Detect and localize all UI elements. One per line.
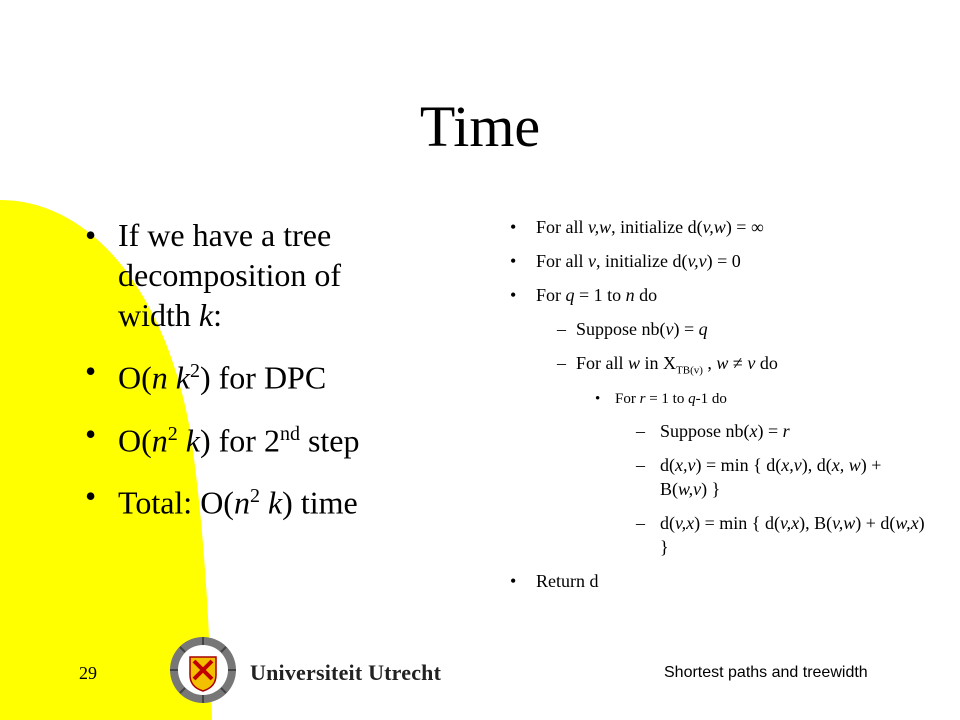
algo-line-suppose-x: – Suppose nb(x) = r bbox=[636, 419, 930, 443]
algo-line-init-all: • For all v,w, initialize d(v,w) = ∞ bbox=[510, 215, 930, 239]
algo-line-update-xv: – d(x,v) = min { d(x,v), d(x, w) + B(w,v) } bbox=[636, 453, 930, 501]
university-logo-text: Universiteit Utrecht bbox=[250, 660, 442, 685]
university-seal-icon bbox=[168, 635, 238, 705]
algo-line-for-w: – For all w in $X_{TB(v)}$ , w ≠ v do bbox=[557, 351, 930, 383]
algorithm-list bbox=[510, 215, 930, 593]
bullet-total-time: • Total: $O(n^2$ k) time bbox=[85, 476, 415, 523]
algo-line-for-q: • For q = 1 to n do bbox=[510, 283, 930, 307]
slide-number: 29 bbox=[79, 663, 97, 683]
algo-line-for-r: • For r = 1 to q-1 do bbox=[595, 389, 930, 409]
bullet-dpc-time: • O(n $k^2$) for DPC bbox=[85, 351, 415, 398]
algo-line-update-vx: – d(v,x) = min { d(v,x), B(v,w) + d(w,x) } bbox=[636, 511, 930, 559]
algo-line-init-self: • For all v, initialize d(v,v) = 0 bbox=[510, 249, 930, 273]
algo-line-suppose-v: – Suppose nb(v) = q bbox=[557, 317, 930, 341]
bullet-second-step-time: • $O(n^2$ k) for 2nd step bbox=[85, 414, 415, 461]
left-bullet-list bbox=[85, 215, 415, 523]
slide-title: Time bbox=[419, 94, 541, 159]
bullet-tree-decomposition: • If we have a tree decomposition of width k: bbox=[85, 215, 415, 335]
algo-line-return: • Return d bbox=[510, 569, 930, 593]
footer-title: Shortest paths and treewidth bbox=[664, 664, 868, 681]
